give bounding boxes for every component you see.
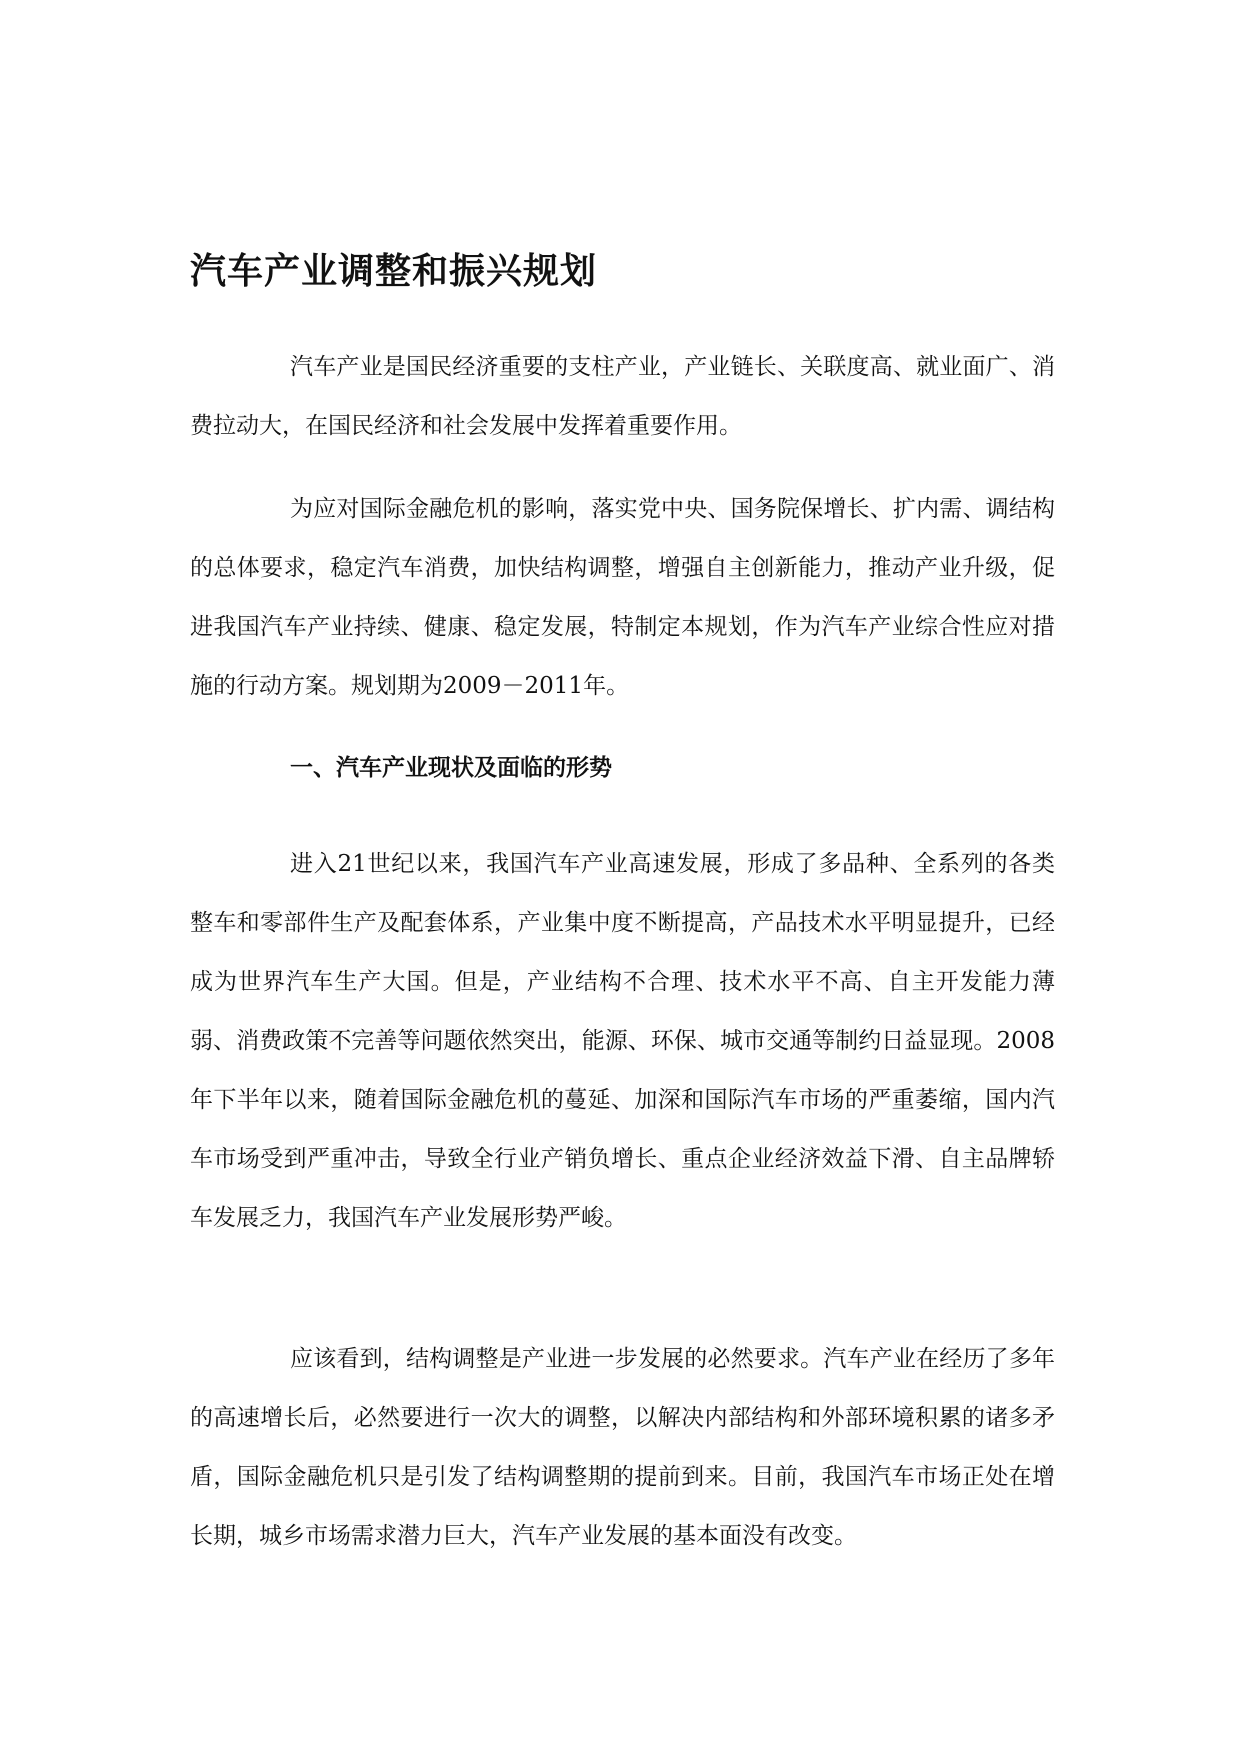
document-title: 汽车产业调整和振兴规划 xyxy=(190,251,598,292)
section-paragraph-1: 进入21世纪以来，我国汽车产业高速发展，形成了多品种、全系列的各类整车和零部件生产及配套体系，产业集中度不断提高，产品技术水平明显提升，已经成为世界汽车生产大国。但是，产业结构不合理、技术水平不高、自主开发能力薄弱、消费政策不完善等问题依然突出，能源、环保、城市交通等制约日益显现。2008年下半年以来，随着国际金融危机的蔓延、加深和国际汽车市场的严重萎缩，国内汽车市场受到严重冲击，导致全行业产销负增长、重点企业经济效益下滑、自主品牌轿车发展乏力，我国汽车产业发展形势严峻。 xyxy=(190,851,1055,1231)
intro-paragraph-1: 汽车产业是国民经济重要的支柱产业，产业链长、关联度高、就业面广、消费拉动大，在国民经济和社会发展中发挥着重要作用。 xyxy=(190,354,1055,439)
section-paragraph-2: 应该看到，结构调整是产业进一步发展的必然要求。汽车产业在经历了多年的高速增长后，必然要进行一次大的调整，以解决内部结构和外部环境积累的诸多矛盾，国际金融危机只是引发了结构调整期的提前到来。目前，我国汽车市场正处在增长期，城乡市场需求潜力巨大，汽车产业发展的基本面没有改变。 xyxy=(190,1346,1055,1549)
intro-paragraph-2: 为应对国际金融危机的影响，落实党中央、国务院保增长、扩内需、调结构的总体要求，稳定汽车消费，加快结构调整，增强自主创新能力，推动产业升级，促进我国汽车产业持续、健康、稳定发展，特制定本规划，作为汽车产业综合性应对措施的行动方案。规划期为2009－2011年。 xyxy=(190,496,1055,699)
section-heading: 一、汽车产业现状及面临的形势 xyxy=(290,755,612,781)
